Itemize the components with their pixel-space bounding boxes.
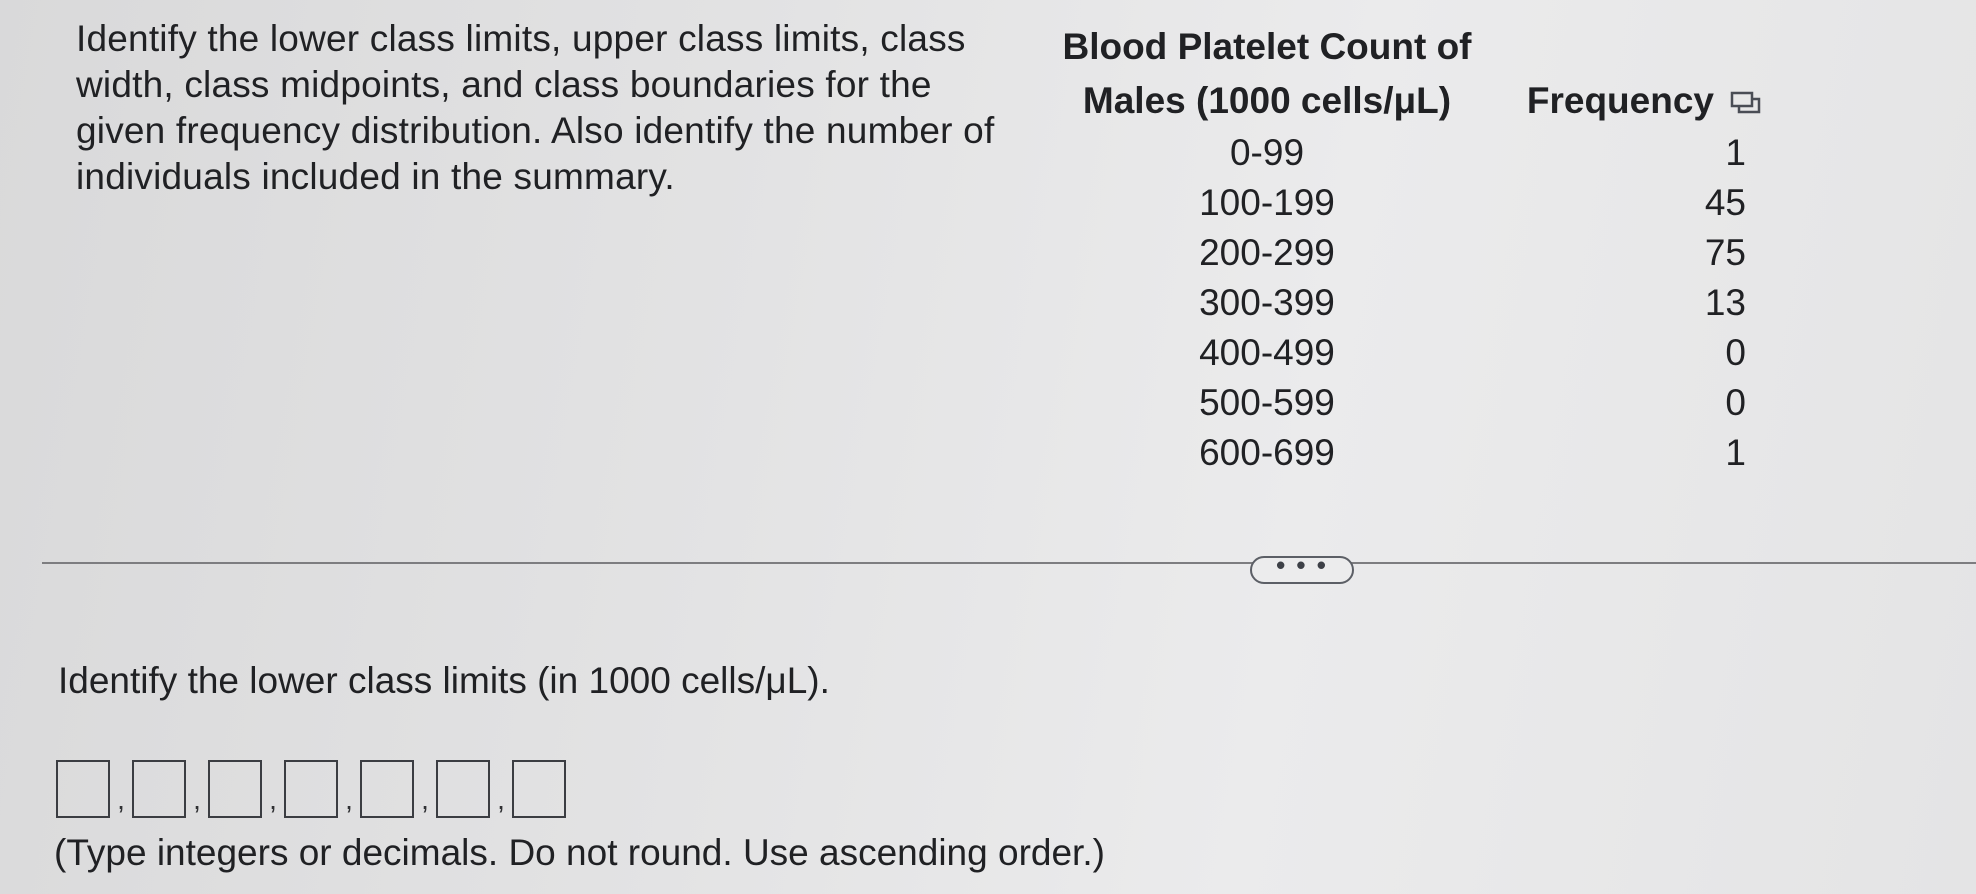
comma-separator: ,	[117, 784, 125, 815]
table-row	[1022, 378, 1762, 428]
table-row	[1022, 328, 1762, 378]
copy-data-icon[interactable]	[1730, 91, 1762, 115]
header-platelet-count-line2: Males (1000 cells/μL)	[1082, 80, 1452, 121]
frequency-cell: 75	[1704, 232, 1746, 273]
frequency-cell: 1	[1725, 432, 1746, 473]
frequency-cell: 0	[1725, 382, 1746, 423]
frequency-cell: 0	[1725, 332, 1746, 373]
class-cell: 400-499	[1199, 332, 1335, 373]
frequency-cell: 1	[1725, 132, 1746, 173]
comma-separator: ,	[421, 784, 429, 815]
question-text: Identify the lower class limits, upper class limits, class width, class midpoints, and class boundaries for the given frequency distribution. Also identify the number of individuals included in the summary.	[76, 18, 995, 197]
table-row	[1022, 228, 1762, 278]
lower-limit-input-1[interactable]	[56, 760, 110, 818]
lower-limit-input-6[interactable]	[436, 760, 490, 818]
frequency-cell: 13	[1704, 282, 1746, 323]
class-cell: 600-699	[1199, 432, 1335, 473]
header-platelet-count-line1: Blood Platelet Count of	[1062, 26, 1472, 67]
comma-separator: ,	[497, 784, 505, 815]
more-dots-icon: • • •	[1276, 550, 1328, 580]
lower-limit-input-4[interactable]	[284, 760, 338, 818]
table-row	[1022, 428, 1762, 478]
section-divider	[42, 562, 1976, 564]
table-header-row	[1022, 20, 1762, 128]
table-row	[1022, 278, 1762, 328]
answer-prompt: Identify the lower class limits (in 1000 cells/μL).	[58, 660, 830, 701]
frequency-cell: 45	[1704, 182, 1746, 223]
comma-separator: ,	[193, 784, 201, 815]
header-frequency-label: Frequency	[1526, 80, 1714, 121]
lower-limit-input-2[interactable]	[132, 760, 186, 818]
table-row	[1022, 128, 1762, 178]
frequency-table	[1022, 20, 1762, 478]
header-platelet-count	[1022, 20, 1512, 128]
comma-separator: ,	[269, 784, 277, 815]
class-cell: 200-299	[1199, 232, 1335, 273]
answer-hint: (Type integers or decimals. Do not round. Use ascending order.)	[54, 832, 1105, 873]
lower-limit-input-3[interactable]	[208, 760, 262, 818]
lower-limit-input-7[interactable]	[512, 760, 566, 818]
class-cell: 100-199	[1199, 182, 1335, 223]
comma-separator: ,	[345, 784, 353, 815]
class-cell: 0-99	[1229, 132, 1305, 173]
class-cell: 300-399	[1199, 282, 1335, 323]
header-frequency	[1512, 20, 1762, 128]
expand-more-button[interactable]	[1250, 550, 1354, 584]
answer-input-row	[56, 754, 566, 818]
class-cell: 500-599	[1199, 382, 1335, 423]
lower-limit-input-5[interactable]	[360, 760, 414, 818]
table-row	[1022, 178, 1762, 228]
